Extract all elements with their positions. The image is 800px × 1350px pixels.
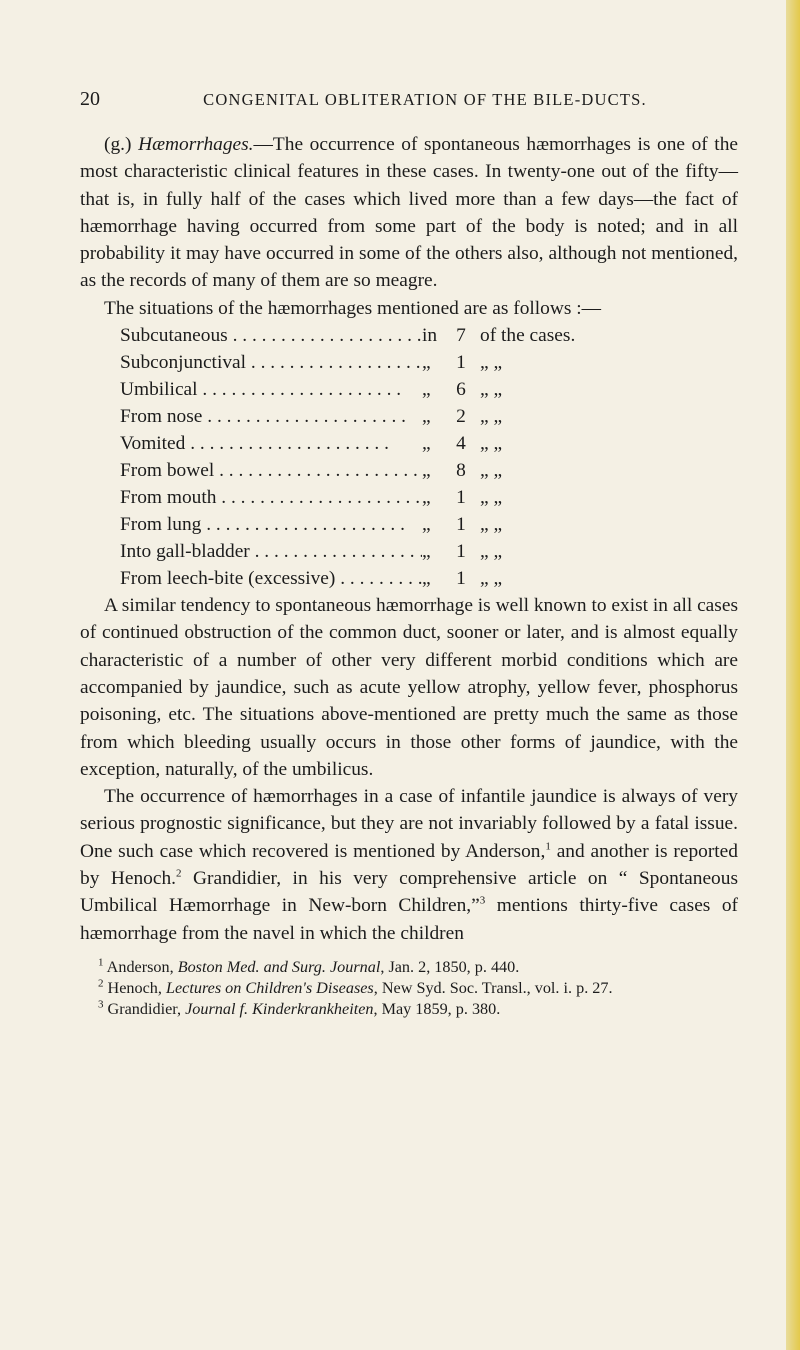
situation-count: 1: [456, 514, 466, 536]
situation-suffix: „ „: [480, 487, 503, 509]
footnote-author: Henoch,: [107, 978, 166, 997]
section-intro: —The occurrence of spontaneous hæmorrhages is one of the most characteristic clinical features in these cases. In twenty-one out of the fifty—that is, in fully half of the cases which lived more than a few days—the fact of hæmorrhage having occurred from some part of the body is noted; and in all probability it may have occurred in some of the others also, although not mentioned, as the records of many of them are so meagre.: [80, 134, 738, 292]
section-intro-paragraph: [80, 131, 738, 295]
footnote-source: Lectures on Children's Diseases: [165, 978, 374, 997]
situation-label: Subcutaneous . . .: [120, 322, 422, 349]
situation-prefix: „: [422, 460, 431, 482]
situation-prefix: „: [422, 514, 431, 536]
table-row: [120, 511, 720, 538]
table-row: [120, 430, 720, 457]
table-row: [120, 322, 720, 349]
footnote-number: 2: [98, 977, 104, 990]
situation-label: From leech-bite (excessive) . . .: [120, 565, 422, 592]
footnote-number: 1: [98, 956, 104, 969]
situation-prefix: „: [422, 433, 431, 455]
table-row: [120, 538, 720, 565]
footnote-author: Anderson,: [106, 957, 178, 976]
list-intro: The situations of the hæmorrhages mentioned are as follows :—: [104, 297, 602, 319]
situation-count: 1: [456, 487, 466, 509]
situation-prefix: in: [422, 325, 438, 347]
situation-count: 6: [456, 379, 466, 401]
situation-count: 7: [456, 325, 466, 347]
page-body: [80, 131, 738, 1020]
situation-count: 1: [456, 541, 466, 563]
situation-suffix: of the cases.: [480, 325, 576, 347]
paragraph-similar-tendency: A similar tendency to spontaneous hæmorrhage is well known to exist in all cases of continued obstruction of the common duct, sooner or later, and is almost equally characteristic of a number of other very different morbid conditions which are accompanied by jaundice, such as acute yellow atrophy, yellow fever, phosphorus poisoning, etc. The situations above-mentioned are pretty much the same as those from which bleeding usually occurs in those other forms of jaundice, with the exception, naturally, of the umbilicus.: [80, 595, 738, 780]
situation-label: Umbilical . . .: [120, 376, 422, 403]
section-marker: (g.): [104, 134, 132, 155]
footnotes: [80, 957, 738, 1020]
situation-label: From nose . . .: [120, 403, 422, 430]
situation-count: 4: [456, 433, 466, 455]
situation-suffix: „ „: [480, 541, 503, 563]
section-heading: Hæmorrhages.: [138, 134, 254, 155]
situation-label: From mouth . . .: [120, 484, 422, 511]
prognosis-text-d: mentions thirty-five cases of hæmorrhage from the navel in which the children: [80, 895, 738, 944]
table-row: [120, 484, 720, 511]
situation-suffix: „ „: [480, 433, 503, 455]
footnote-number: 3: [98, 998, 104, 1011]
situation-prefix: „: [422, 487, 431, 509]
footnote-ref-1: 1: [545, 840, 551, 853]
table-row: [120, 457, 720, 484]
table-row: [120, 403, 720, 430]
table-row: [120, 565, 720, 592]
footnote-ref-2: 2: [176, 867, 182, 880]
situation-prefix: „: [422, 541, 431, 563]
situation-suffix: „ „: [480, 352, 503, 374]
prognosis-text-c: Grandidier, in his very comprehensive article on “ Spontaneous Umbilical Hæmorrhage in New-born Children,”: [80, 868, 738, 917]
footnote-author: Grandidier,: [107, 999, 186, 1018]
situation-prefix: „: [422, 379, 431, 401]
table-row: [120, 349, 720, 376]
situation-count: 1: [456, 568, 466, 590]
footnote-source: Boston Med. and Surg. Journal: [177, 957, 381, 976]
footnote-details: , Jan. 2, 1850, p. 440.: [380, 957, 520, 976]
situation-label: Vomited . . .: [120, 430, 422, 457]
situation-label: Into gall-bladder . . .: [120, 538, 422, 565]
prognosis-text-b: and another is reported by Henoch.: [80, 840, 738, 890]
page-edge: [786, 0, 800, 1350]
situation-suffix: „ „: [480, 460, 503, 482]
situation-count: 2: [456, 406, 466, 428]
footnote: [80, 957, 738, 978]
situation-count: 1: [456, 352, 466, 374]
footnote-details: , New Syd. Soc. Transl., vol. i. p. 27.: [373, 978, 613, 997]
footnote-source: Journal f. Kinderkrankheiten: [185, 999, 374, 1018]
situation-label: From bowel . . .: [120, 457, 422, 484]
situations-table: [120, 322, 720, 592]
situation-prefix: „: [422, 406, 431, 428]
situation-suffix: „ „: [480, 406, 503, 428]
table-row: [120, 376, 720, 403]
running-title: CONGENITAL OBLITERATION OF THE BILE-DUCTS.: [203, 90, 647, 109]
page-header: [80, 88, 740, 112]
situation-suffix: „ „: [480, 514, 503, 536]
situation-prefix: „: [422, 352, 431, 374]
situation-prefix: „: [422, 568, 431, 590]
situation-count: 8: [456, 460, 466, 482]
page-number: 20: [80, 88, 100, 110]
paragraph-prognosis: [80, 783, 738, 947]
footnote: [80, 978, 738, 999]
prognosis-text-a: The occurrence of hæmorrhages in a case of infantile jaundice is always of very serious prognostic significance, but they are not invariably followed by a fatal issue. One such case which recovered is mentioned by Anderson,: [80, 786, 738, 862]
footnote-ref-3: 3: [479, 894, 486, 907]
situation-suffix: „ „: [480, 379, 503, 401]
footnote-details: , May 1859, p. 380.: [373, 999, 501, 1018]
situation-suffix: „ „: [480, 568, 503, 590]
situation-label: Subconjunctival . . .: [120, 349, 422, 376]
situation-label: From lung . . .: [120, 511, 422, 538]
footnote: [80, 999, 738, 1020]
